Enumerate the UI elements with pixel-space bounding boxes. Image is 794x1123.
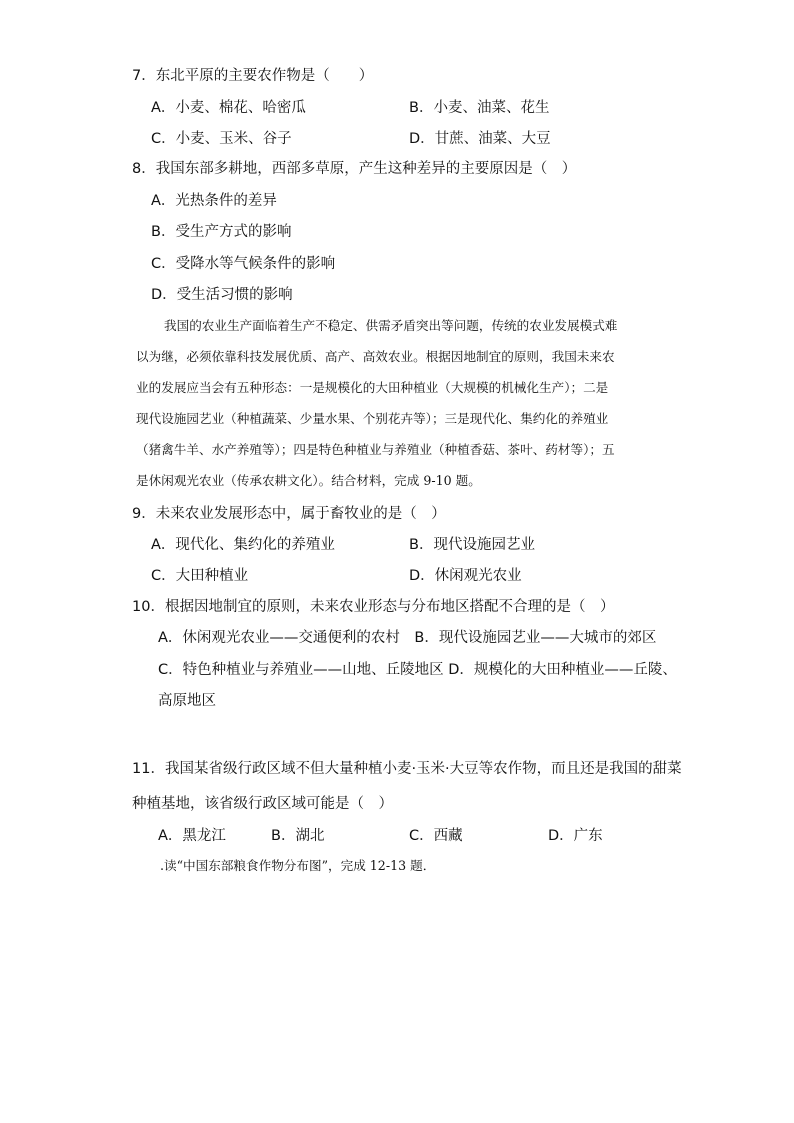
q7-option-d: D．甘蔗、油菜、大豆	[409, 131, 551, 147]
q11-option-b: B．湖北	[271, 828, 325, 844]
q7-option-a: A．小麦、棉花、哈密瓜	[151, 100, 306, 116]
q8-option-d: D．受生活习惯的影响	[151, 287, 293, 303]
question-11-stem-line-1: 11．我国某省级行政区域不但大量种植小麦·玉米·大豆等农作物，而且还是我国的甜菜	[132, 761, 682, 777]
question-7-stem: 7．东北平原的主要农作物是（ ）	[132, 68, 374, 84]
q9-option-b: B．现代设施园艺业	[409, 537, 535, 553]
material-line-5: （猪禽牛羊、水产养殖等）；四是特色种植业与养殖业（种植香菇、茶叶、药材等）；五	[136, 442, 615, 457]
q9-option-c: C．大田种植业	[151, 568, 249, 584]
material-line-4: 现代设施园艺业（种植蔬菜、少量水果、个别花卉等）；三是现代化、集约化的养殖业	[136, 411, 609, 426]
q9-option-d: D．休闲观光农业	[409, 568, 522, 584]
q10-options-cd: C．特色种植业与养殖业——山地、丘陵地区 D．规模化的大田种植业——丘陵、	[158, 662, 677, 678]
question-8-stem: 8．我国东部多耕地，西部多草原，产生这种差异的主要原因是（ ）	[132, 161, 577, 177]
material-line-1: 我国的农业生产面临着生产不稳定、供需矛盾突出等问题，传统的农业发展模式难	[164, 318, 618, 333]
question-10-stem: 10．根据因地制宜的原则，未来农业形态与分布地区搭配不合理的是（ ）	[132, 599, 615, 615]
q11-option-a: A．黑龙江	[158, 828, 226, 844]
q10-options-ab: A．休闲观光农业——交通便利的农村 B．现代设施园艺业——大城市的郊区	[158, 630, 657, 646]
q7-option-b: B．小麦、油菜、花生	[409, 100, 550, 116]
q11-option-d: D．广东	[548, 828, 603, 844]
material-line-6: 是休闲观光农业（传承农耕文化）。结合材料，完成 9-10 题。	[136, 473, 481, 488]
q7-option-c: C．小麦、玉米、谷子	[151, 131, 292, 147]
q8-option-c: C．受降水等气候条件的影响	[151, 256, 336, 272]
question-9-stem: 9．未来农业发展形态中，属于畜牧业的是（ ）	[132, 506, 446, 522]
q11-option-c: C．西藏	[409, 828, 463, 844]
q9-option-a: A．现代化、集约化的养殖业	[151, 537, 335, 553]
q8-option-b: B．受生产方式的影响	[151, 224, 292, 240]
question-11-stem-line-2: 种植基地，该省级行政区域可能是（ ）	[132, 796, 393, 812]
instruction-note-12-13: .读“中国东部粮食作物分布图”，完成 12-13 题．	[160, 858, 436, 873]
material-line-2: 以为继，必须依靠科技发展优质、高产、高效农业。根据因地制宜的原则，我国未来农	[136, 349, 615, 364]
q10-options-cd-continued: 高原地区	[158, 693, 216, 709]
q8-option-a: A．光热条件的差异	[151, 193, 277, 209]
material-line-3: 业的发展应当会有五种形态：一是规模化的大田种植业（大规模的机械化生产）；二是	[136, 380, 609, 395]
